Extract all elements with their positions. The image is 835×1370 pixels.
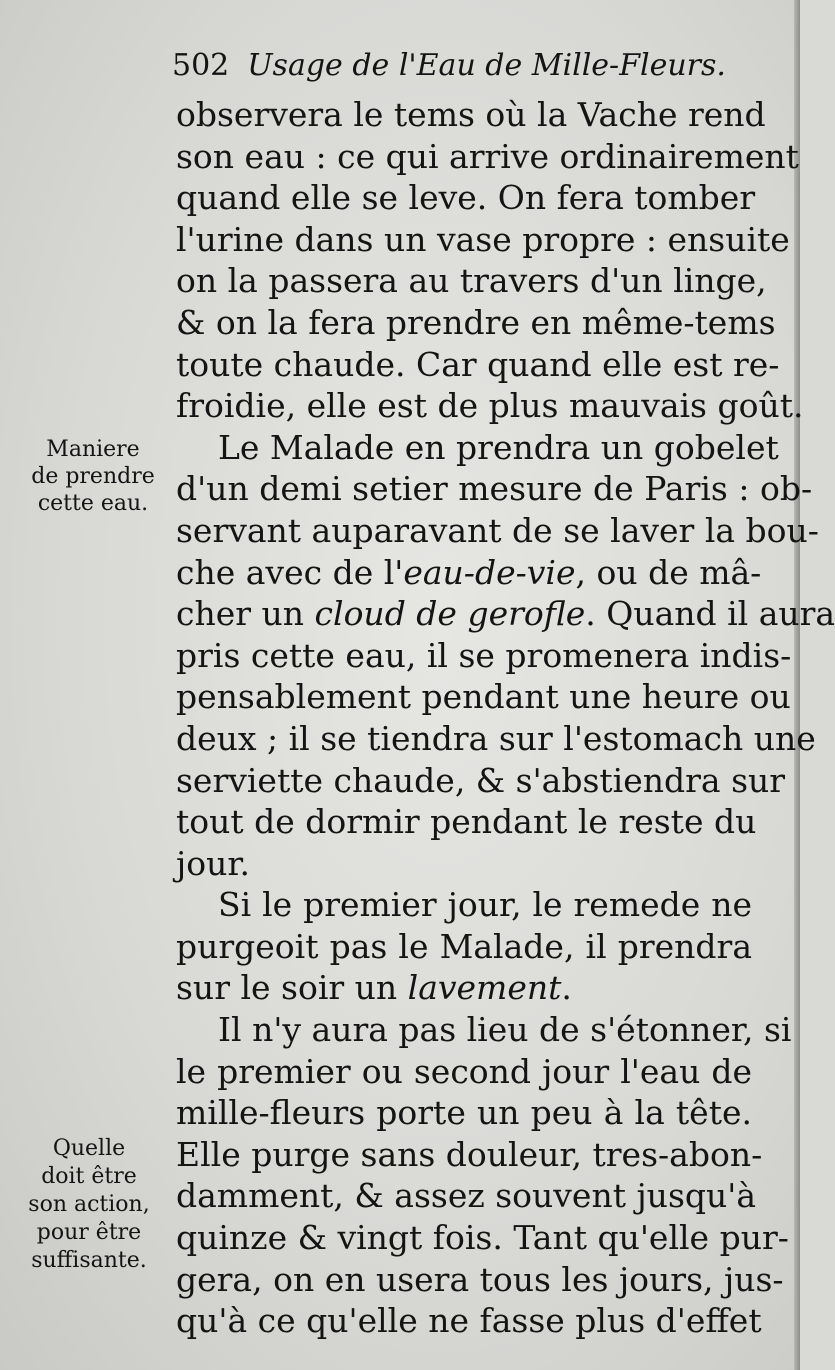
text-line-paragraph-start: Si le premier jour, le remede ne (218, 885, 752, 925)
italic-term: lavement (407, 968, 562, 1008)
text-line: on la passera au travers d'un linge, (176, 261, 767, 301)
text-line-paragraph-end: sur le soir un lavement. (176, 968, 572, 1008)
margin-note-line: de prendre (31, 464, 155, 489)
margin-note-manner-of-taking (18, 436, 168, 517)
text-line: & on la fera prendre en même-tems (176, 302, 776, 342)
italic-term: cloud de gerofle (314, 594, 586, 634)
text-line: deux ; il se tiendra sur l'estomach une (176, 718, 816, 758)
text-line: pensablement pendant une heure ou (176, 677, 791, 717)
text-line: le premier ou second jour l'eau de (176, 1051, 752, 1091)
margin-note-line: Quelle (52, 1136, 126, 1161)
text-line: che avec de l'eau-de-vie, ou de mâ- (176, 552, 762, 592)
text-line: cher un cloud de gerofle. Quand il aura (176, 594, 835, 634)
text-line: servant auparavant de se laver la bou- (176, 510, 819, 550)
text-line: pris cette eau, il se promenera indis- (176, 635, 792, 675)
running-head (172, 46, 726, 86)
text-line: observera le tems où la Vache rend (176, 95, 766, 134)
text-line-paragraph-start: Il n'y aura pas lieu de s'étonner, si (218, 1010, 792, 1050)
text-line: qu'à ce qu'elle ne fasse plus d'effet (176, 1301, 762, 1341)
margin-note-line: Maniere (46, 437, 140, 462)
text-line: son eau : ce qui arrive ordinairement (176, 136, 799, 176)
text-line: mille-fleurs porte un peu à la tête. (176, 1093, 752, 1133)
text-line: quinze & vingt fois. Tant qu'elle pur- (176, 1218, 789, 1258)
text-line-paragraph-end: jour. (176, 843, 250, 883)
body-text (176, 94, 835, 1342)
margin-note-expected-action (14, 1135, 164, 1275)
text-line: quand elle se leve. On fera tomber (176, 178, 756, 218)
page-number: 502 (172, 48, 230, 83)
running-title: Usage de l'Eau de Mille-Fleurs. (247, 48, 726, 83)
text-line: purgeoit pas le Malade, il prendra (176, 926, 752, 966)
text-line: toute chaude. Car quand elle est re- (176, 344, 780, 384)
text-line: froidie, elle est de plus mauvais goût. (176, 386, 804, 426)
margin-note-line: suffisante. (31, 1248, 147, 1273)
text-line: tout de dormir pendant le reste du (176, 802, 757, 842)
text-line: serviette chaude, & s'abstiendra sur (176, 760, 786, 800)
text-line: Elle purge sans douleur, tres-abon- (176, 1134, 763, 1174)
margin-note-line: doit être (41, 1164, 137, 1189)
margin-note-line: cette eau. (37, 491, 149, 516)
italic-term: eau-de-vie (403, 552, 576, 592)
text-line: gera, on en usera tous les jours, jus- (176, 1259, 784, 1299)
text-line-paragraph-start: Le Malade en prendra un gobelet (218, 427, 779, 467)
text-line: damment, & assez souvent jusqu'à (176, 1176, 756, 1216)
margin-note-line: son action, (28, 1192, 150, 1217)
page-edge-shadow (794, 0, 800, 1370)
text-line: l'urine dans un vase propre : ensuite (176, 219, 790, 259)
margin-note-line: pour être (36, 1220, 142, 1245)
text-line: d'un demi setier mesure de Paris : ob- (176, 469, 813, 509)
